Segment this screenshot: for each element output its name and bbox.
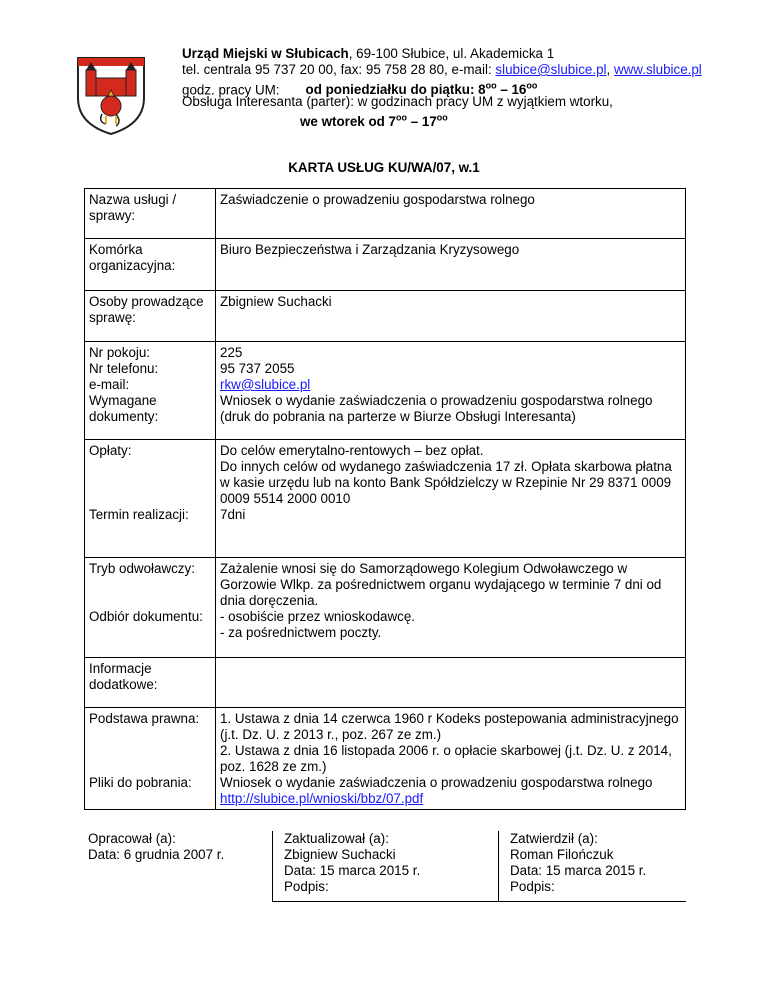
label-email: e-mail: xyxy=(89,377,130,392)
tuesday-dash: – 17 xyxy=(407,114,437,130)
header-line-2 xyxy=(182,62,702,78)
row-service-name xyxy=(85,189,686,239)
label-files: Pliki do pobrania: xyxy=(89,775,192,790)
contact-email-link[interactable]: rkw@slubice.pl xyxy=(220,377,311,392)
value-pickup-line1: - osobiście przez wnioskodawcę. xyxy=(220,609,415,624)
page-title: KARTA USŁUG KU/WA/07, w.1 xyxy=(288,160,480,175)
footer-divider-2 xyxy=(498,831,499,901)
label-service-name: Nazwa usługi / sprawy: xyxy=(85,189,216,239)
value-unit: Biuro Bezpieczeństwa i Zarządzania Kryzysowego xyxy=(216,239,686,291)
approved-label: Zatwierdził (a): xyxy=(510,831,598,846)
prepared-label: Opracował (a): xyxy=(88,831,176,846)
value-service-name: Zaświadczenie o prowadzeniu gospodarstwa rolnego xyxy=(216,189,686,239)
value-documents: Wniosek o wydanie zaświadczenia o prowadzeniu gospodarstwa rolnego (druk do pobrania na parterze w Biurze Obsługi Interesanta) xyxy=(220,393,653,424)
label-fees: Opłaty: xyxy=(89,443,132,458)
tuesday-end-sup: oo xyxy=(436,113,448,123)
footer-divider-4 xyxy=(498,901,686,902)
label-info: Informacje dodatkowe: xyxy=(85,658,216,708)
office-header xyxy=(182,46,702,130)
updated-sign: Podpis: xyxy=(284,879,329,894)
footer-divider-1 xyxy=(272,831,273,901)
value-fees-line1: Do celów emerytalno-rentowych – bez opłat. xyxy=(220,443,484,458)
hours-dash: – 16 xyxy=(496,82,527,98)
updated-date: Data: 15 marca 2015 r. xyxy=(284,863,421,878)
value-fees-line2: Do innych celów od wydanego zaświadczenia 17 zł. Opłata skarbowa płatna w kasie urzędu lub na konto Bank Spółdzielczy w Rzepinie Nr 29 8371 0009 0009 5514 2000 0010 xyxy=(220,459,672,506)
tuesday-hours xyxy=(300,114,448,129)
value-legal-files xyxy=(216,708,686,810)
value-phone: 95 737 2055 xyxy=(220,361,295,376)
download-file-link[interactable]: http://slubice.pl/wnioski/bbz/07.pdf xyxy=(220,791,424,806)
office-email-link[interactable]: slubice@slubice.pl xyxy=(495,62,607,77)
label-legal: Podstawa prawna: xyxy=(89,711,200,726)
value-legal-line2: 2. Ustawa z dnia 16 listopada 2006 r. o opłacie skarbowej (j.t. Dz. U. z 2014, poz. 1628 ze zm.) xyxy=(220,743,672,774)
value-fees-deadline xyxy=(216,440,686,558)
approved-sign: Podpis: xyxy=(510,879,555,894)
label-appeal-pickup xyxy=(85,558,216,658)
office-website-link[interactable]: www.slubice.pl xyxy=(613,62,702,77)
header-line-3 xyxy=(182,78,702,98)
updated-label: Zaktualizował (a): xyxy=(284,831,389,846)
hours-label: godz. pracy UM: xyxy=(182,82,280,98)
label-fees-deadline xyxy=(85,440,216,558)
contact-separator: , xyxy=(606,62,614,77)
tuesday-prefix: we wtorek od 7 xyxy=(300,114,396,130)
row-legal-files xyxy=(85,708,686,810)
header-line-5 xyxy=(182,110,702,130)
prepared-date: Data: 6 grudnia 2007 r. xyxy=(88,847,225,862)
hours-end-sup: oo xyxy=(526,81,538,91)
approved-name: Roman Filończuk xyxy=(510,847,614,862)
label-legal-files xyxy=(85,708,216,810)
updated-name: Zbigniew Suchacki xyxy=(284,847,396,862)
value-legal-line1: 1. Ustawa z dnia 14 czerwca 1960 r Kodeks postepowania administracyjnego (j.t. Dz. U. z 2013 r., poz. 267 ze zm.) xyxy=(220,711,679,742)
row-info xyxy=(85,658,686,708)
value-info xyxy=(216,658,686,708)
value-files-text: Wniosek o wydanie zaświadczenia o prowadzeniu gospodarstwa rolnego xyxy=(220,775,653,790)
value-appeal-pickup xyxy=(216,558,686,658)
label-deadline: Termin realizacji: xyxy=(89,507,189,522)
footer-approved xyxy=(510,831,646,895)
row-fees-deadline xyxy=(85,440,686,558)
service-card-table xyxy=(84,188,686,810)
hours-start-sup: oo xyxy=(485,81,497,91)
label-persons: Osoby prowadzące sprawę: xyxy=(85,291,216,342)
label-unit: Komórka organizacyjna: xyxy=(85,239,216,291)
tuesday-start-sup: oo xyxy=(396,113,407,123)
header-line-4: Obsługa Interesanta (parter): w godzinach pracy UM z wyjątkiem wtorku, xyxy=(182,94,613,109)
label-documents: Wymagane dokumenty: xyxy=(89,393,159,424)
footer-prepared xyxy=(88,831,224,863)
header-line-1 xyxy=(182,46,702,62)
row-contact-documents xyxy=(85,342,686,440)
coat-of-arms-icon xyxy=(72,52,150,138)
approved-date: Data: 15 marca 2015 r. xyxy=(510,863,647,878)
value-appeal: Zażalenie wnosi się do Samorządowego Kolegium Odwoławczego w Gorzowie Wlkp. za pośrednictwem organu wydającego w terminie 7 dni od dnia doręczenia. xyxy=(220,561,662,608)
value-deadline: 7dni xyxy=(220,507,246,522)
label-phone: Nr telefonu: xyxy=(89,361,159,376)
office-address: , 69-100 Słubice, ul. Akademicka 1 xyxy=(348,46,555,61)
value-pickup-line2: - za pośrednictwem poczty. xyxy=(220,625,382,640)
row-unit xyxy=(85,239,686,291)
value-contact-documents xyxy=(216,342,686,440)
contact-info: tel. centrala 95 737 20 00, fax: 95 758 28 80, e-mail: xyxy=(182,62,496,77)
footer-divider-3 xyxy=(272,901,499,902)
hours-prefix: od poniedziałku do piątku: 8 xyxy=(305,82,486,98)
value-persons: Zbigniew Suchacki xyxy=(216,291,686,342)
label-pickup: Odbiór dokumentu: xyxy=(89,609,203,624)
label-room: Nr pokoju: xyxy=(89,345,151,360)
row-persons xyxy=(85,291,686,342)
footer-updated xyxy=(284,831,420,895)
value-room: 225 xyxy=(220,345,243,360)
row-appeal-pickup xyxy=(85,558,686,658)
office-name: Urząd Miejski w Słubicach xyxy=(182,46,349,61)
label-contact-documents xyxy=(85,342,216,440)
label-appeal: Tryb odwoławczy: xyxy=(89,561,195,576)
